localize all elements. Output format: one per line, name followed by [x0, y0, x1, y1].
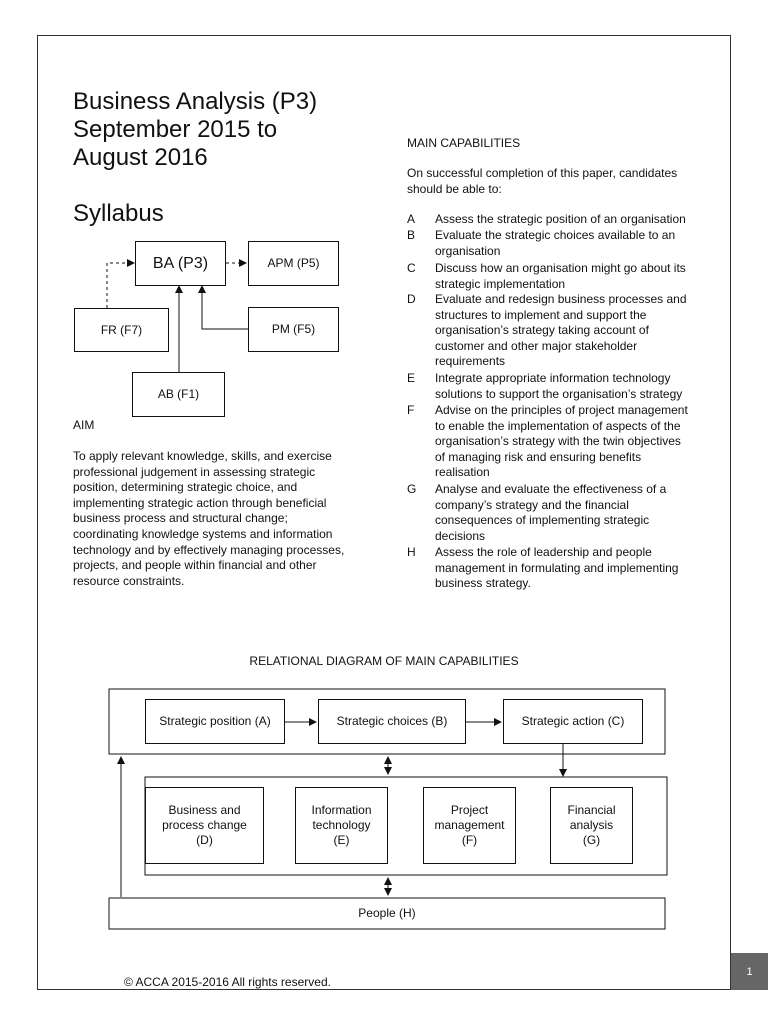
strategic-position-box: Strategic position (A) [145, 699, 285, 744]
project-management-box: Project management (F) [423, 787, 516, 864]
document-title-line1: Business Analysis (P3) [73, 88, 318, 115]
capability-item-d: D Evaluate and redesign business processes and structures to implement and support the organisation’s strategy taking account of customer and other major stakeholder requirements [407, 292, 687, 369]
ab-f1-box: AB (F1) [132, 372, 225, 417]
pm-to-ba-arrow [202, 286, 248, 329]
capability-item-h: H Assess the role of leadership and people management in formulating and implementing business strategy. [407, 545, 679, 591]
fr-f7-box: FR (F7) [74, 308, 169, 352]
aim-heading: AIM [73, 418, 95, 432]
relational-diagram-heading: RELATIONAL DIAGRAM OF MAIN CAPABILITIES [249, 654, 519, 668]
financial-analysis-box: Financial analysis (G) [550, 787, 633, 864]
capability-item-e: E Integrate appropriate information technology solutions to support the organisation’s strategy [407, 371, 683, 401]
document-title-line2: September 2015 to [73, 116, 278, 143]
aim-paragraph: To apply relevant knowledge, skills, and exercise professional judgement in assessing strategic position, determining strategic choice, and implementing strategic action through beneficial business process and structural change; coordinating knowledge systems and information technology and by effectively managing processes, projects, and people within financial and other resource constraints. [73, 449, 345, 588]
copyright-notice: © ACCA 2015-2016 All rights reserved. [124, 975, 331, 989]
document-title-line3: August 2016 [73, 144, 208, 171]
strategic-action-box: Strategic action (C) [503, 699, 643, 744]
capabilities-intro: On successful completion of this paper, candidates should be able to: [407, 166, 678, 196]
apm-p5-box: APM (P5) [248, 241, 339, 286]
capability-item-c: C Discuss how an organisation might go about its strategic implementation [407, 261, 686, 291]
strategic-choices-box: Strategic choices (B) [318, 699, 466, 744]
people-box: People (H) [358, 906, 416, 920]
capability-item-g: G Analyse and evaluate the effectiveness of a company’s strategy and the financial consequences of implementing strategic decisions [407, 482, 667, 543]
capability-item-f: F Advise on the principles of project management to enable the implementation of aspects of the organisation’s strategy with the twin objectives of managing risk and ensuring benefits realisation [407, 403, 688, 480]
business-process-change-box: Business and process change (D) [145, 787, 264, 864]
information-technology-box: Information technology (E) [295, 787, 388, 864]
syllabus-heading: Syllabus [73, 200, 164, 227]
ba-p3-box: BA (P3) [135, 241, 226, 286]
fr-to-ba-arrow [107, 263, 134, 308]
pm-f5-box: PM (F5) [248, 307, 339, 352]
main-capabilities-heading: MAIN CAPABILITIES [407, 136, 521, 150]
capability-item-a: A Assess the strategic position of an organisation [407, 212, 686, 226]
page-number: 1 [731, 953, 768, 990]
capability-item-b: B Evaluate the strategic choices available to an organisation [407, 228, 676, 258]
